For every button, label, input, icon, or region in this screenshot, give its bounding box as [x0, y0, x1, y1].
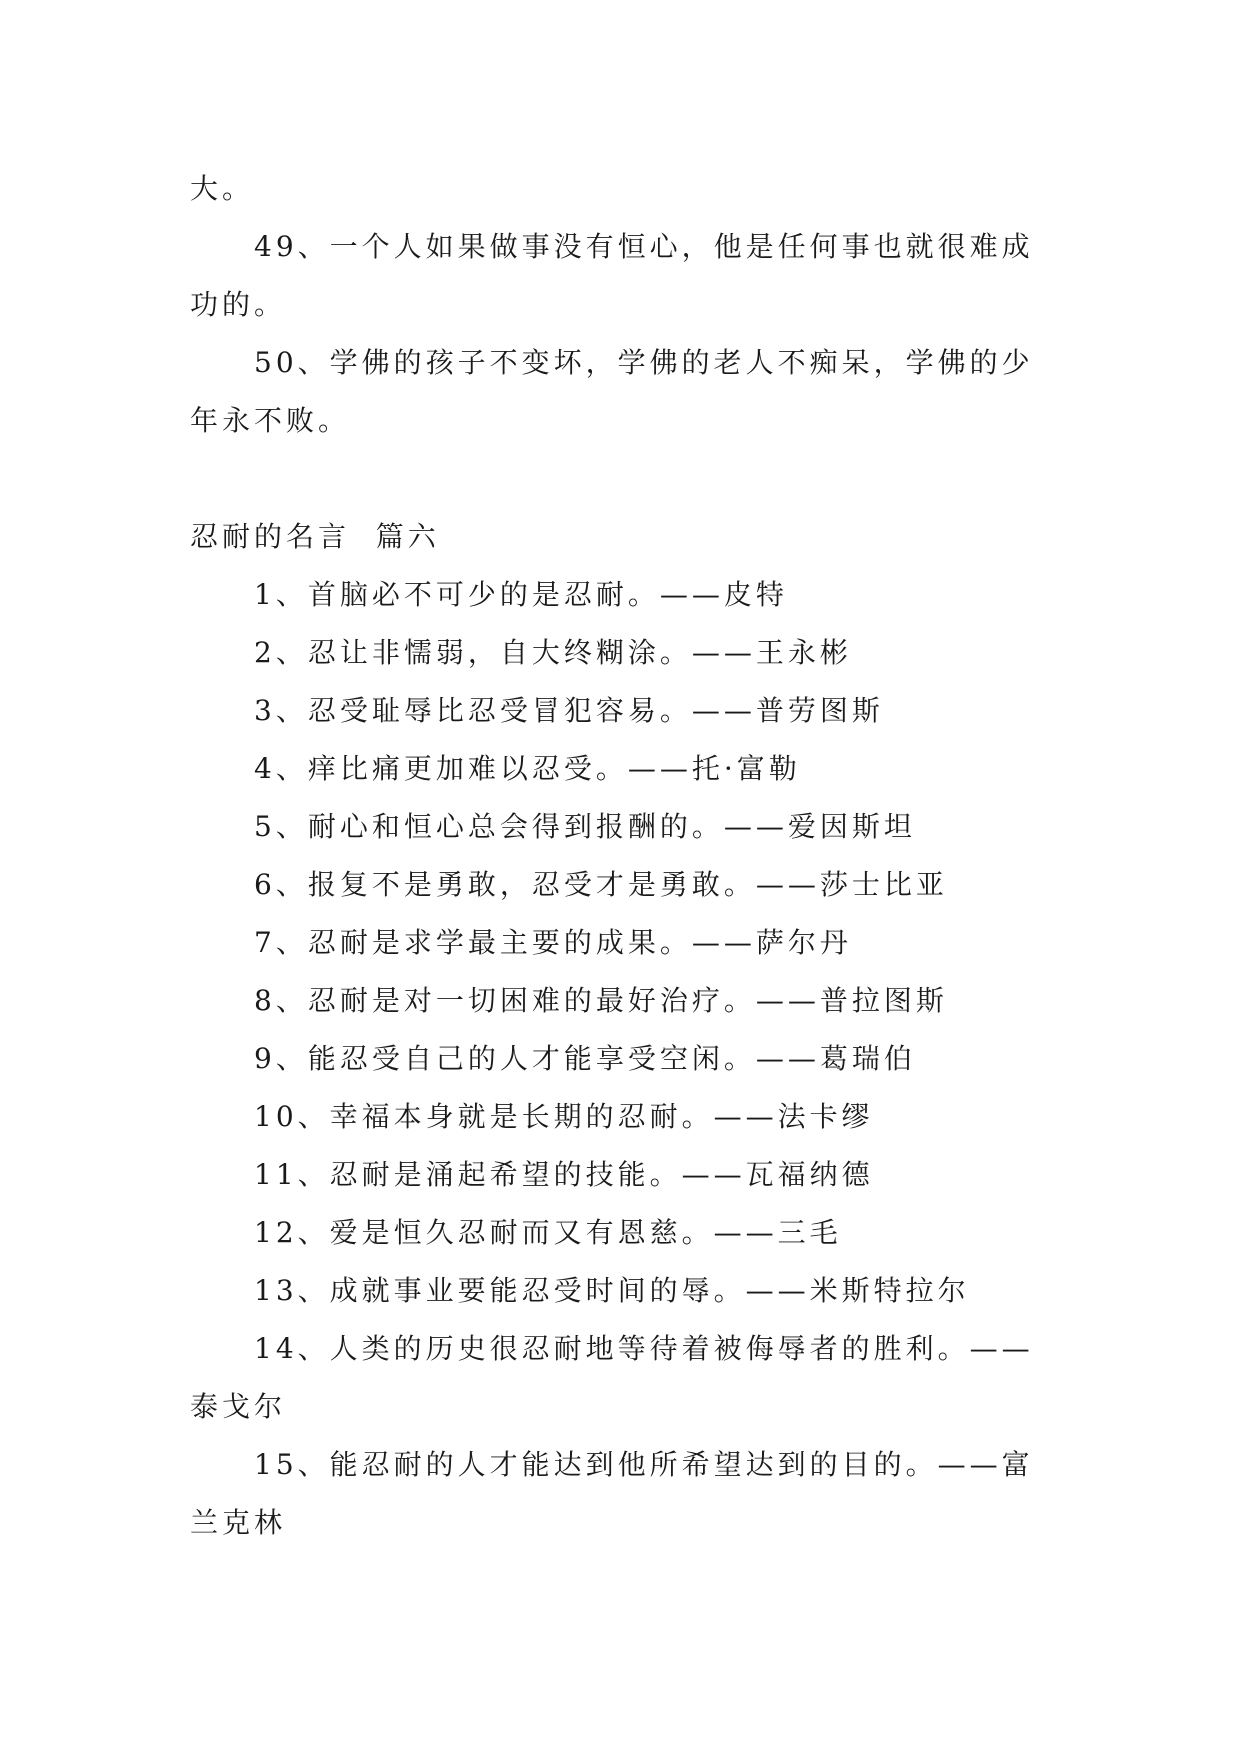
document-content [190, 160, 1050, 1552]
quote-item: 14、人类的历史很忍耐地等待着被侮辱者的胜利。——泰戈尔 [190, 1332, 1034, 1423]
paragraph-continuation: 大。 [190, 172, 255, 205]
paragraph-item-50: 50、学佛的孩子不变坏，学佛的老人不痴呆，学佛的少年永不败。 [190, 346, 1034, 437]
quote-item: 12、爱是恒久忍耐而又有恩慈。——三毛 [254, 1216, 842, 1249]
quote-item: 2、忍让非懦弱，自大终糊涂。——王永彬 [254, 636, 852, 669]
quote-item: 1、首脑必不可少的是忍耐。——皮特 [254, 578, 788, 611]
section-heading: 忍耐的名言 篇六 [190, 520, 440, 553]
quote-item: 13、成就事业要能忍受时间的辱。——米斯特拉尔 [254, 1274, 970, 1307]
section-spacer [190, 450, 1050, 508]
quote-item: 6、报复不是勇敢，忍受才是勇敢。——莎士比亚 [254, 868, 948, 901]
quote-item: 7、忍耐是求学最主要的成果。——萨尔丹 [254, 926, 852, 959]
quote-item: 4、痒比痛更加难以忍受。——托·富勒 [254, 752, 801, 785]
paragraph-item-49: 49、一个人如果做事没有恒心，他是任何事也就很难成功的。 [190, 230, 1034, 321]
quote-item: 10、幸福本身就是长期的忍耐。——法卡缪 [254, 1100, 874, 1133]
quote-item: 5、耐心和恒心总会得到报酬的。——爱因斯坦 [254, 810, 916, 843]
quote-item: 15、能忍耐的人才能达到他所希望达到的目的。——富兰克林 [190, 1448, 1034, 1539]
quote-item: 9、能忍受自己的人才能享受空闲。——葛瑞伯 [254, 1042, 916, 1075]
quote-item: 8、忍耐是对一切困难的最好治疗。——普拉图斯 [254, 984, 948, 1017]
quote-item: 11、忍耐是涌起希望的技能。——瓦福纳德 [254, 1158, 874, 1191]
quote-item: 3、忍受耻辱比忍受冒犯容易。——普劳图斯 [254, 694, 884, 727]
